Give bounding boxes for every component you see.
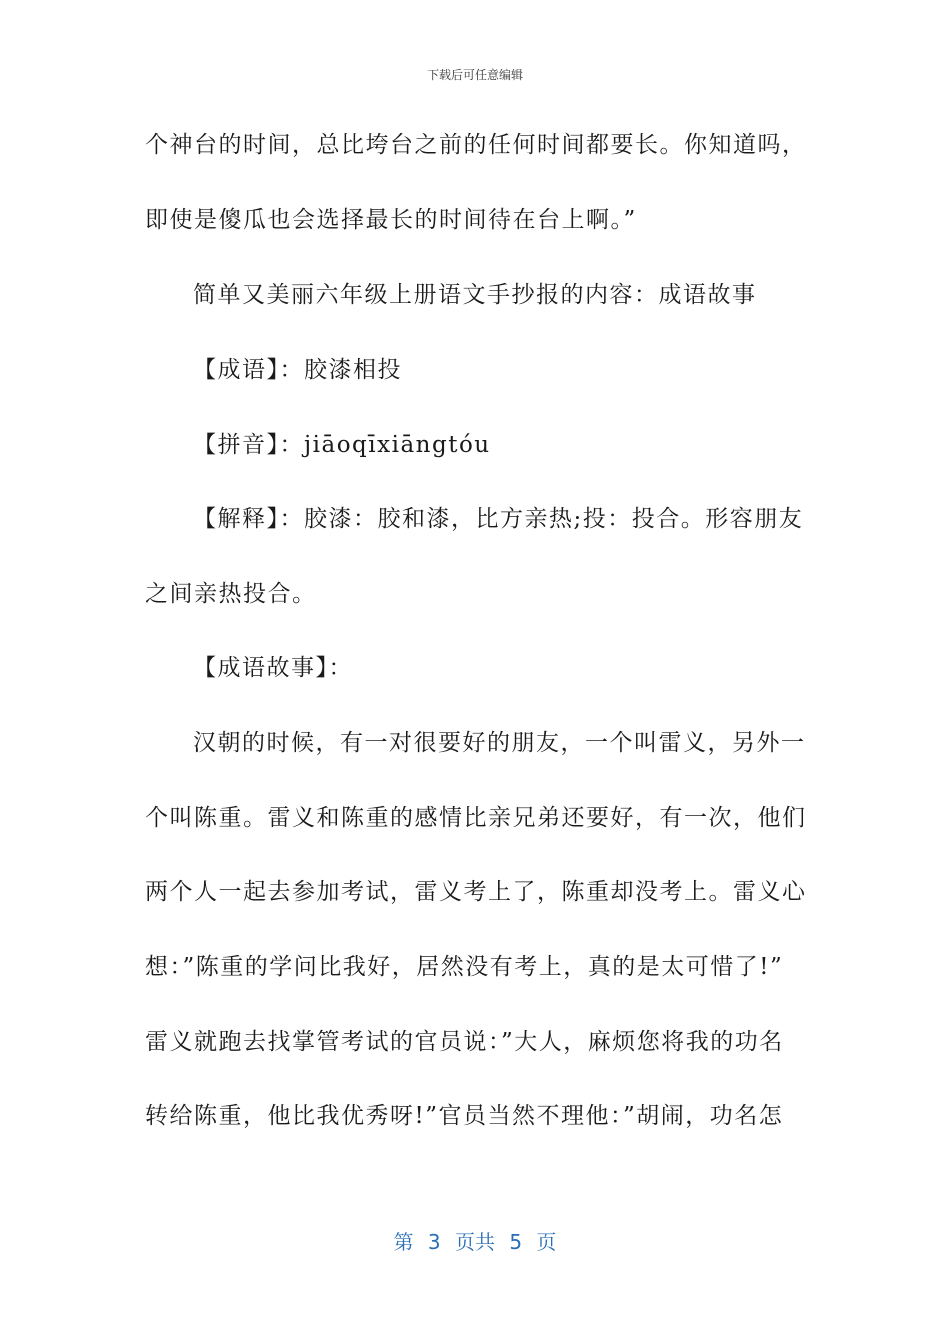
idiom-field: 【成语】：胶漆相投: [193, 357, 402, 383]
page-number-footer: 第 3 页共 5 页: [393, 1230, 557, 1254]
text-line: 即使是傻瓜也会选择最长的时间待在台上啊。”: [145, 207, 637, 233]
text-line: 转给陈重，他比我优秀呀!”官员当然不理他：”胡闹，功名怎: [145, 1103, 784, 1129]
text-line: 两个人一起去参加考试，雷义考上了，陈重却没考上。雷义心: [145, 879, 807, 905]
text-line: 想：”陈重的学问比我好，居然没有考上，真的是太可惜了!”: [145, 954, 784, 980]
pinyin-field: 【拼音】：jiāoqīxiāngtóu: [193, 432, 491, 458]
story-heading: 【成语故事】：: [193, 655, 353, 681]
text-line: 雷义就跑去找掌管考试的官员说：”大人，麻烦您将我的功名: [145, 1029, 784, 1055]
text-line: 个神台的时间，总比垮台之前的任何时间都要长。你知道吗，: [145, 132, 807, 158]
page-header: 下载后可任意编辑: [426, 68, 523, 82]
text-line: 汉朝的时候，有一对很要好的朋友，一个叫雷义，另外一: [193, 730, 806, 756]
section-heading: 简单又美丽六年级上册语文手抄报的内容：成语故事: [193, 282, 757, 308]
explanation-field: 【解释】：胶漆：胶和漆，比方亲热;投：投合。形容朋友: [193, 506, 804, 532]
text-line: 之间亲热投合。: [145, 581, 317, 607]
text-line: 个叫陈重。雷义和陈重的感情比亲兄弟还要好，有一次，他们: [145, 805, 807, 831]
